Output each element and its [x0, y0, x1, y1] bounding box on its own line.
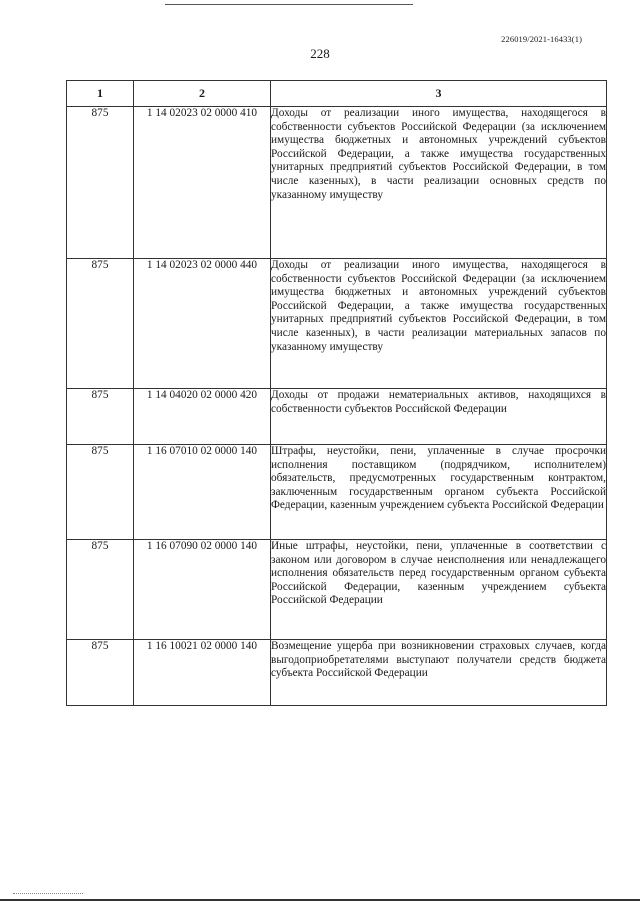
- budget-code-cell: 1 16 07010 02 0000 140: [134, 445, 271, 540]
- description-cell: Иные штрафы, неустойки, пени, уплаченные в соответствии с законом или договором в случае неисполнения или ненадлежащего исполнения обязательств перед государственным органом субъекта Российской Федерации, казенным учреждением субъекта Российской Федерации: [271, 540, 607, 640]
- description-cell: Доходы от реализации иного имущества, находящегося в собственности субъектов Российской Федерации (за исключением имущества бюджетных и автономных учреждений субъектов Российской Федерации, а также имущества государственных унитарных предприятий субъектов Российской Федерации, в том числе казенных), в части реализации основных средств по указанному имуществу: [271, 107, 607, 259]
- admin-code-cell: 875: [67, 389, 134, 445]
- admin-code-cell: 875: [67, 540, 134, 640]
- table-row: [67, 389, 607, 445]
- scan-artifact: [13, 893, 83, 894]
- description-cell: Возмещение ущерба при возникновении страховых случаев, когда выгодоприобретателями выступают получатели средств бюджета субъекта Российской Федерации: [271, 640, 607, 706]
- description-cell: Доходы от продажи нематериальных активов, находящихся в собственности субъектов Российской Федерации: [271, 389, 607, 445]
- table-row: [67, 640, 607, 706]
- description-cell: Доходы от реализации иного имущества, находящегося в собственности субъектов Российской Федерации (за исключением имущества бюджетных и автономных учреждений субъектов Российской Федерации, а также имущества государственных унитарных предприятий субъектов Российской Федерации, в том числе казенных), в части реализации материальных запасов по указанному имуществу: [271, 259, 607, 389]
- table-row: [67, 107, 607, 259]
- budget-code-cell: 1 16 07090 02 0000 140: [134, 540, 271, 640]
- table-row: [67, 259, 607, 389]
- admin-code-cell: 875: [67, 445, 134, 540]
- admin-code-cell: 875: [67, 640, 134, 706]
- bottom-divider: [0, 899, 640, 901]
- budget-code-cell: 1 14 04020 02 0000 420: [134, 389, 271, 445]
- column-header-1: 1: [67, 81, 134, 107]
- top-divider: [165, 4, 413, 5]
- table-row: [67, 445, 607, 540]
- column-header-3: 3: [271, 81, 607, 107]
- budget-code-cell: 1 14 02023 02 0000 440: [134, 259, 271, 389]
- budget-code-cell: 1 14 02023 02 0000 410: [134, 107, 271, 259]
- revenue-codes-table: [66, 80, 607, 706]
- admin-code-cell: 875: [67, 107, 134, 259]
- budget-code-cell: 1 16 10021 02 0000 140: [134, 640, 271, 706]
- page-number: 228: [310, 46, 330, 61]
- description-cell: Штрафы, неустойки, пени, уплаченные в случае просрочки исполнения поставщиком (подрядчиком, исполнителем) обязательств, предусмотренных государственным контрактом, заключенным государственным органом субъекта Российской Федерации, казенным учреждением субъекта Российской Федерации: [271, 445, 607, 540]
- admin-code-cell: 875: [67, 259, 134, 389]
- table-header-row: [67, 81, 607, 107]
- column-header-2: 2: [134, 81, 271, 107]
- table-row: [67, 540, 607, 640]
- document-id: 226019/2021-16433(1): [501, 34, 582, 44]
